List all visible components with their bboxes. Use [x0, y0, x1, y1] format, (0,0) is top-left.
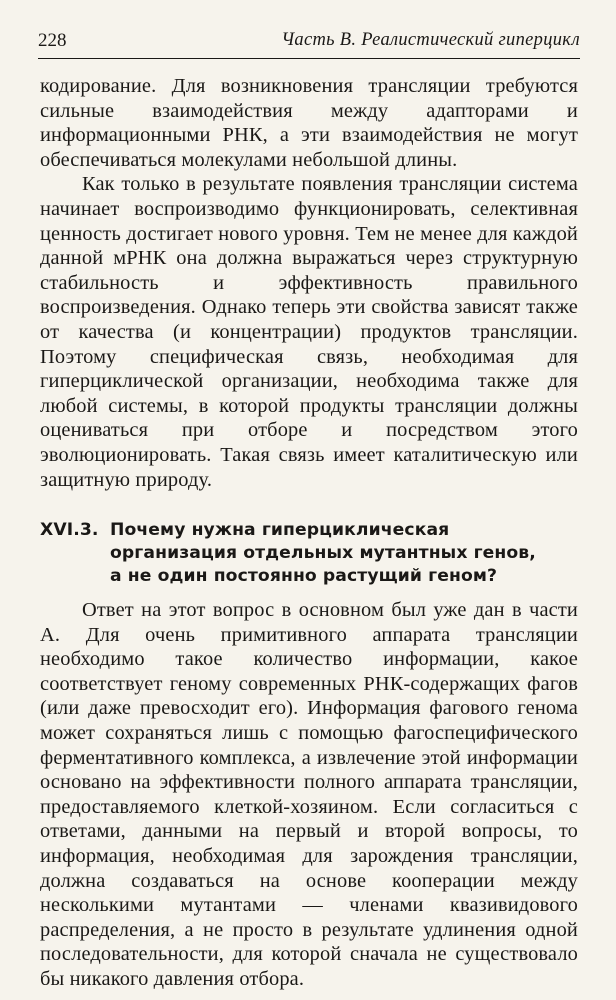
text-block-before-section: [40, 74, 578, 492]
running-title: Часть B. Реалистический гиперцикл: [281, 30, 580, 50]
section-title-line: а не один постоянно растущий геном?: [110, 566, 498, 586]
paragraph: Как только в результате появления трансляции система начинает воспроизводимо функционировать, селективная ценность достигает нового уровня. Тем не менее для каждой данной мРНК она должна выражаться через структурную стабильность и эффективность правильного воспроизведения. Однако теперь эти свойства зависят также от качества (и концентрации) продуктов трансляции. Поэтому специфическая связь, необходимая для гиперциклической организации, необходима также для любой системы, в которой продукты трансляции должны оцениваться при отборе и посредством этого эволюционировать. Такая связь имеет каталитическую или защитную природу.: [40, 173, 578, 491]
page-number: 228: [38, 30, 67, 51]
paragraph: кодирование. Для возникновения трансляции требуются сильные взаимодействия между адапторами и информационными РНК, а эти взаимодействия не могут обеспечиваться молекулами небольшой длины.: [40, 75, 578, 171]
section-title: [110, 519, 580, 588]
section-title-line: Почему нужна гиперциклическая: [110, 520, 450, 540]
paragraph: Ответ на этот вопрос в основном был уже дан в части А. Для очень примитивного аппарата трансляции необходимо такое количество информации, какое соответствует геному современных РНК-содержащих фагов (или даже превосходит его). Информация фагового генома может сохраняться лишь с помощью фагоспецифического ферментативного комплекса, а извлечение этой информации основано на эффективности полного аппарата трансляции, предоставляемого клеткой-хозяином. Если согласиться с ответами, данными на первый и второй вопросы, то информация, необходимая для зарождения трансляции, должна создаваться на основе кооперации между несколькими мутантами — членами квазивидового распределения, а не просто в результате удлинения одной последовательности, для которой сначала не существовало бы никакого давления отбора.: [40, 599, 578, 990]
section-number: XVI.3.: [40, 520, 99, 540]
running-header: [38, 28, 580, 59]
text-block-after-section: [40, 598, 578, 992]
section-title-line: организация отдельных мутантных генов,: [110, 543, 536, 563]
